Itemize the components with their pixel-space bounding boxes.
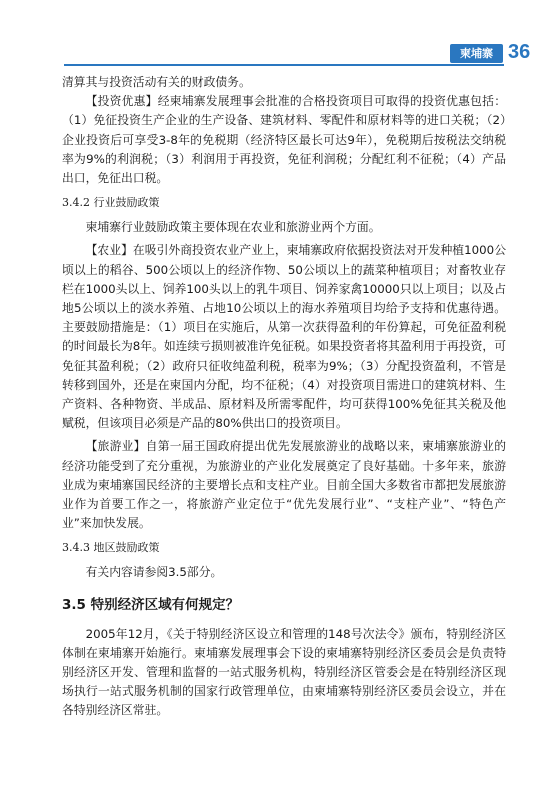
section-title-3-5: 3.5 特别经济区域有何规定？ [62,596,240,613]
heading-3-4-2: 3.4.2 行业鼓励政策 [62,196,160,210]
page-number: 36 [508,41,531,63]
heading-3-4-3: 3.4.3 地区鼓励政策 [62,541,160,555]
paragraph-industry-intro: 柬埔寨行业鼓励政策主要体现在农业和旅游业两个方面。 [85,220,381,235]
page-body [62,73,506,721]
paragraph-regional-ref: 有关内容请参阅3.5部分。 [85,565,223,580]
paragraph-special-economic-zones: 2005年12月，《关于特别经济区设立和管理的148号次法令》颁布，特别经济区体制在柬埔寨开始施行。柬埔寨发展理事会下设的柬埔寨特别经济区委员会是负责特别经济区开发、管理和监督的一站式服务机构，特别经济区管委会是在特别经济区现场执行一站式服务机制的国家行政管理单位，由柬埔寨特别经济区委员会设立，并在各特别经济区常驻。 [62,626,506,718]
paragraph-tourism: 【旅游业】自第一届王国政府提出优先发展旅游业的战略以来，柬埔寨旅游业的经济功能受到了充分重视，为旅游业的产业化发展奠定了良好基础。十多年来，旅游业成为柬埔寨国民经济的主要增长点和支柱产业。目前全国大多数省市都把发展旅游业作为首要工作之一，将旅游产业定位于“优先发展行业”、“支柱产业”、“特色产业”来加快发展。 [62,439,506,531]
header-rule [64,64,504,66]
paragraph-financial-debt: 清算其与投资活动有关的财政债务。 [62,75,251,89]
paragraph-agriculture: 【农业】在吸引外商投资农业产业上，柬埔寨政府依据投资法对开发种植1000公顷以上的稻谷、500公顷以上的经济作物、50公顷以上的蔬菜种植项目；对畜牧业存栏在1000头以上、饲养100头以上的乳牛项目、饲养家禽10000只以上项目；以及占地5公顷以上的淡水养殖、占地10公顷以上的海水养殖项目均给予支持和优惠待遇。主要鼓励措施是：（1）项目在实施后，从第一次获得盈利的年份算起，可免征盈利税的时间最长为8年。如连续亏损则被准许免征税。如果投资者将其盈利用于再投资，可免征其盈利税；（2）政府只征收纯盈利税，税率为9%；（3）分配投资盈利，不管是转移到国外，还是在柬国内分配，均不征税；（4）对投资项目需进口的建筑材料、生产资料、各种物资、半成品、原材料及所需零配件，均可获得100%免征其关税及他赋税，但该项目必须是产品的80%供出口的投资项目。 [62,243,506,431]
paragraph-investment-incentives: 【投资优惠】经柬埔寨发展理事会批准的合格投资项目可取得的投资优惠包括：（1）免征投资生产企业的生产设备、建筑材料、零配件和原材料等的进口关税；（2）企业投资后可享受3-8年的免税期（经济特区最长可达9年），免税期后按税法交纳税率为9%的利润税；（3）利润用于再投资，免征利润税；分配红利不征税；（4）产品出口，免征出口税。 [62,94,506,186]
header-title: 柬埔寨 [460,47,493,60]
